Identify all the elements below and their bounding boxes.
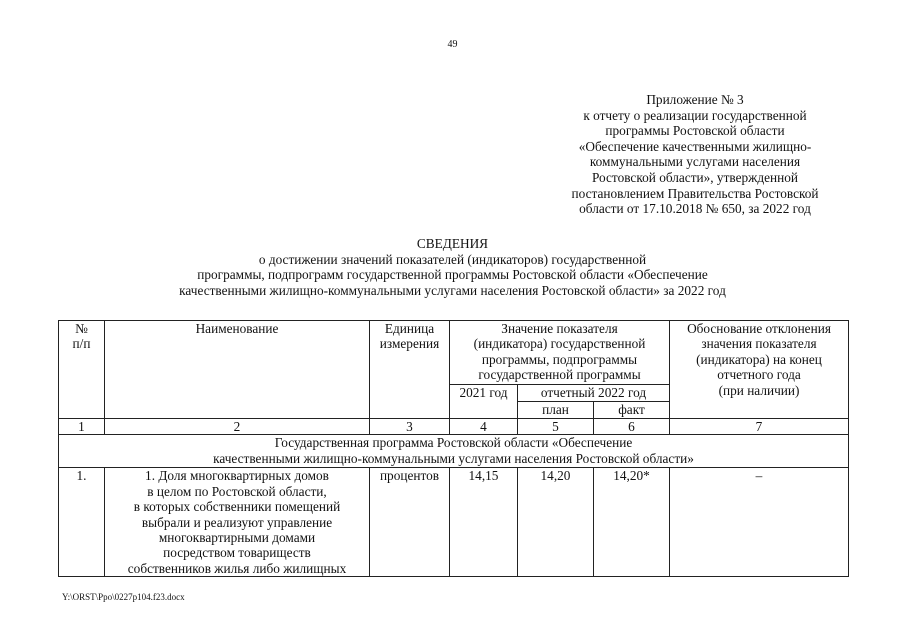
row-name: 1. Доля многоквартирных домов в целом по Ростовской области, в которых собственники помещений выбрали и реализуют управление многоквартирными домами посредством товариществ собственников жилья либо жилищных — [105, 468, 370, 577]
header-plan: план — [518, 402, 594, 419]
table-row — [59, 468, 849, 577]
column-number: 3 — [370, 419, 450, 435]
header-name: Наименование — [105, 321, 370, 419]
header-year-2021: 2021 год — [450, 385, 518, 419]
row-justification: – — [670, 468, 849, 577]
page-number: 49 — [447, 39, 458, 50]
section-row — [59, 435, 849, 468]
column-number: 4 — [450, 419, 518, 435]
header-fact: факт — [594, 402, 670, 419]
header-num: № п/п — [59, 321, 105, 419]
header-indicator-value: Значение показателя (индикатора) государственной программы, подпрограммы государственной программы — [450, 321, 670, 385]
header-reporting-year: отчетный 2022 год — [518, 385, 670, 402]
column-number-row — [59, 419, 849, 435]
document-title: СВЕДЕНИЯ — [416, 236, 489, 251]
header-justification: Обоснование отклонения значения показателя (индикатора) на конец отчетного года (при наличии) — [670, 321, 849, 419]
row-value-2021: 14,15 — [450, 468, 518, 577]
appendix-line: области от 17.10.2018 № 650, за 2022 год — [579, 201, 811, 217]
appendix-line: постановлением Правительства Ростовской — [571, 185, 819, 201]
document-heading — [100, 236, 805, 298]
row-plan: 14,20 — [518, 468, 594, 577]
header-row — [59, 321, 849, 385]
column-number: 7 — [670, 419, 849, 435]
appendix-line: Приложение № 3 — [646, 92, 744, 107]
document-subtitle-line: качественными жилищно-коммунальными услугами населения Ростовской области» за 2022 год — [179, 282, 726, 298]
header-unit: Единица измерения — [370, 321, 450, 419]
appendix-line: «Обеспечение качественными жилищно- — [578, 138, 812, 154]
document-subtitle-line: программы, подпрограмм государственной программы Ростовской области «Обеспечение — [197, 267, 708, 283]
row-unit: процентов — [370, 468, 450, 577]
section-title: Государственная программа Ростовской области «Обеспечение качественными жилищно-коммунальными услугами населения Ростовской области» — [59, 435, 849, 468]
document-subtitle-line: о достижении значений показателей (индикаторов) государственной — [258, 251, 647, 267]
row-num: 1. — [59, 468, 105, 577]
column-number: 6 — [594, 419, 670, 435]
appendix-line: к отчету о реализации государственной — [583, 107, 807, 123]
column-number: 2 — [105, 419, 370, 435]
appendix-line: программы Ростовской области — [605, 123, 785, 139]
appendix-line: коммунальными услугами населения — [589, 154, 801, 170]
file-path-footer: Y:\ORST\Ppo\0227p104.f23.docx — [62, 592, 185, 602]
indicators-table — [58, 320, 849, 577]
column-number: 5 — [518, 419, 594, 435]
column-number: 1 — [59, 419, 105, 435]
appendix-line: Ростовской области», утвержденной — [591, 169, 798, 185]
row-fact: 14,20* — [594, 468, 670, 577]
appendix-block — [545, 92, 845, 217]
